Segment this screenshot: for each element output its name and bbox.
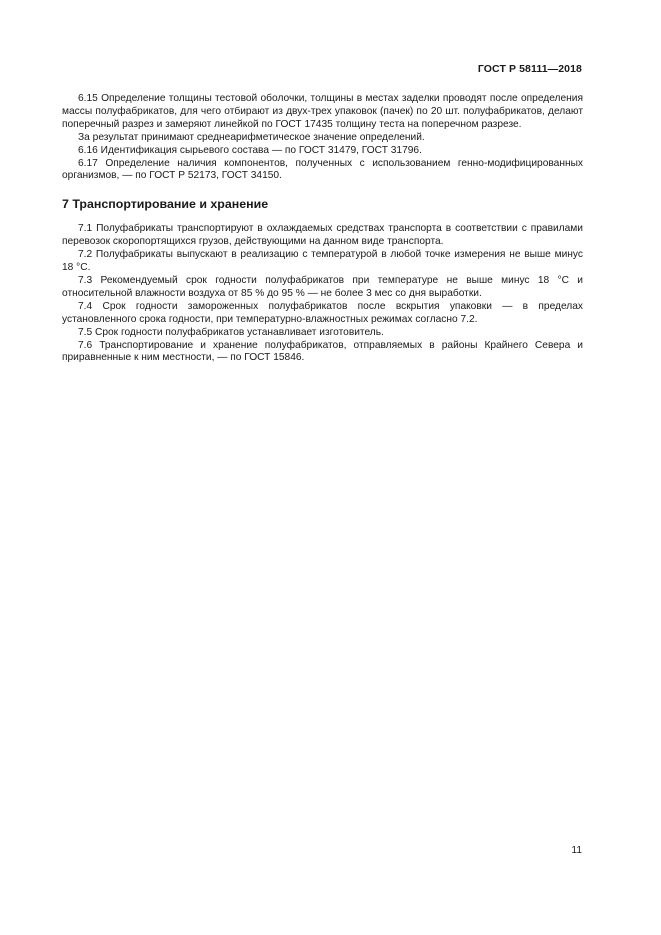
paragraph-6-15: 6.15 Определение толщины тестовой оболочки, толщины в местах заделки проводят после определения массы полуфабрикатов, для чего отбирают из двух-трех упаковок (пачек) по 20 шт. полуфабрикатов, делают поперечный разрез и замеряют линейкой по ГОСТ 17435 толщину теста на поперечном разрезе. <box>62 93 583 130</box>
paragraph-6-15-result: За результат принимают среднеарифметическое значение определений. <box>78 131 425 143</box>
page-number: 11 <box>571 845 582 856</box>
paragraph-6-17: 6.17 Определение наличия компонентов, полученных с использованием генно-модифицированных организмов, — по ГОСТ Р 52173, ГОСТ 34150. <box>62 157 583 182</box>
paragraph-7-6: 7.6 Транспортирование и хранение полуфабрикатов, отправляемых в районы Крайнего Севера и приравненные к ним местности, — по ГОСТ 15846. <box>62 339 583 364</box>
paragraph-6-16: 6.16 Идентификация сырьевого состава — по ГОСТ 31479, ГОСТ 31796. <box>78 144 422 156</box>
page-content <box>62 93 583 365</box>
document-code-header: ГОСТ Р 58111—2018 <box>477 63 582 75</box>
paragraph-7-2: 7.2 Полуфабрикаты выпускают в реализацию с температурой в любой точке измерения не выше минус 18 °C. <box>62 249 583 274</box>
section-7-title: 7 Транспортирование и хранение <box>62 197 269 212</box>
paragraph-7-5: 7.5 Срок годности полуфабрикатов устанавливает изготовитель. <box>78 326 384 338</box>
paragraph-7-1: 7.1 Полуфабрикаты транспортируют в охлаждаемых средствах транспорта в соответствии с правилами перевозок скоропортящихся грузов, действующими на данном виде транспорта. <box>62 223 583 248</box>
paragraph-7-3: 7.3 Рекомендуемый срок годности полуфабрикатов при температуре не выше минус 18 °C и относительной влажности воздуха от 85 % до 95 % — не более 3 мес со дня выработки. <box>62 274 583 299</box>
paragraph-7-4: 7.4 Срок годности замороженных полуфабрикатов после вскрытия упаковки — в пределах установленного срока годности, при температурно-влажностных режимах согласно 7.2. <box>62 300 583 325</box>
